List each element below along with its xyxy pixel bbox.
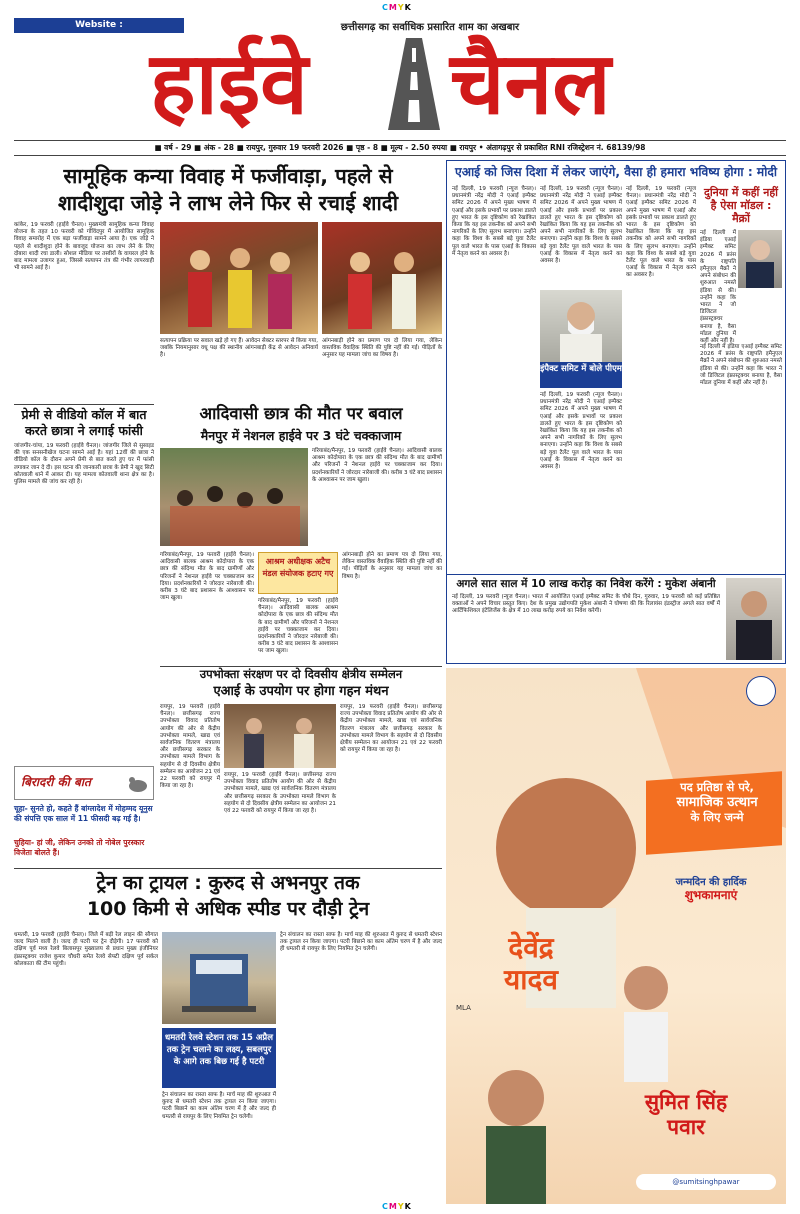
train-body-3: ट्रेन संचालन का रास्ता साफ है। मार्च माह की शुरुआत में कुरुद से धमतरी स्टेशन तक ट्रायल रन किया जाएगा। पटरी बिछाने का काम अंतिम चरण में है और जल्द ही धमतरी से रायपुर के लिए नियमित ट्रेन चलेगी। — [280, 932, 442, 953]
tribal-subhead: मैनपुर में नेशनल हाईवे पर 3 घंटे चक्काजाम — [200, 428, 402, 443]
divider — [14, 868, 442, 869]
train-headline-line1: ट्रेन का ट्रायल : कुरुद से अभनपुर तक — [96, 872, 360, 894]
biradari-banner — [14, 766, 154, 800]
story2-headline: प्रेमी से वीडियो कॉल में बात करते छात्रा ने लगाई फांसी — [21, 407, 147, 438]
train-photo — [162, 932, 276, 1024]
ambani-photo — [726, 578, 782, 660]
biradari-line2: चुहिया- हां जी, लेकिन उनको तो नोबेल पुरस्कार विजेता बोलते हैं। — [14, 838, 145, 857]
issue-info-bar: ■ वर्ष - 29 ■ अंक - 28 ■ रायपुर, गुरुवार 19 फरवरी 2026 ■ पृष्ठ - 8 ■ मूल्य - 2.50 रुपया ■ रायपुर • अंतागढ़पुर से प्रकाशित RNI रजिस्ट्रेशन नं. 68139/98 — [14, 140, 786, 156]
consumer-body: रायपुर, 19 फरवरी (हाईवे चैनल)। छत्तीसगढ़ राज्य उपभोक्ता विवाद प्रतितोष आयोग की ओर से केंद्रीय उपभोक्ता मामले, खाद्य एवं सार्वजनिक वितरण मंत्रालय और छत्तीसगढ़ सरकार के उपभोक्ता मामले विभाग के सहयोग से दो दिवसीय क्षेत्रीय सम्मेलन का आयोजन 21 एवं 22 फरवरी को रायपुर में किया जा रहा है। — [160, 704, 220, 790]
newspaper-tagline: छत्तीसगढ़ का सर्वाधिक प्रसारित शाम का अखबार — [340, 22, 520, 33]
modi-body-col3: नई दिल्ली, 19 फरवरी (न्यूज चैनल)। प्रधानमंत्री नरेंद्र मोदी ने एआई इम्पैक्ट समिट 2026 में अपने मुख्य भाषण में एआई और इसके प्रभावों पर प्रकाश डालते हुए भारत के इस दृष्टिकोण को रेखांकित किया कि यह इस तकनीक को अपने सभी नागरिकों के लिए सुलभ बनाएगा। उन्होंने कहा कि विश्व के सबसे बड़े युवा टैलेंट पूल वाले भारत के पास एआई के विकास में नेतृत्व करने का अवसर है। — [626, 186, 696, 279]
ad-name-line2: यादव — [504, 963, 558, 996]
modi-photo — [540, 290, 622, 362]
birthday-ad — [446, 668, 786, 1204]
ad-greeting-line2: शुभकामनाएं — [684, 888, 738, 902]
ad-tagline-line3: के लिए जन्मे — [690, 810, 744, 824]
macron-body: नई दिल्ली में इंडिया एआई इम्पैक्ट समिट 2026 में फ्रांस के राष्ट्रपति इमैनुएल मैक्रों ने अपने संबोधन की शुरुआत नमस्ते इंडिया से की। उन्होंने कहा कि भारत ने जो डिजिटल इंफ्रास्ट्रक्चर बनाया है, वैसा मॉडल दुनिया में कहीं और नहीं है। — [700, 230, 736, 345]
modi-photo-caption: इंपैक्ट समिट में बोले पीएम — [540, 362, 622, 388]
story1-wedding-photo-left — [160, 222, 318, 334]
tribal-body-right: गरियाबंद/मैनपुर, 19 फरवरी (हाईवे चैनल)। आदिवासी बालक आश्रम कोदोपारा के एक छात्र की संदिग्ध मौत के बाद ग्रामीणों और परिजनों ने नेशनल हाईवे पर चक्काजाम कर दिया। प्रदर्शनकारियों ने जोरदार नारेबाजी की। करीब 3 घंटे बाद प्रशासन के आश्वासन पर जाम खुला। — [312, 448, 442, 483]
modi-headline: एआई को जिस दिशा में लेकर जाएंगे, वैसा ही हमारा भविष्य होगा : मोदी — [454, 165, 778, 179]
biradari-title: बिरादरी की बात — [21, 775, 91, 789]
story1-body-3: आंगनबाड़ी होने का प्रमाण पत्र दो लिया गया, लेकिन वास्तविक वैवाहिक स्थिति की पुष्टि नहीं की गई। पीड़ितों के अनुसार यह मामला जांच का विषय है। — [322, 338, 442, 359]
road-logo-icon — [388, 38, 440, 130]
story1-headline-line2: शादीशुदा जोड़े ने लाभ लेने फिर से रचाई शादी — [57, 191, 398, 215]
consumer-body-2: रायपुर, 19 फरवरी (हाईवे चैनल)। छत्तीसगढ़ राज्य उपभोक्ता विवाद प्रतितोष आयोग की ओर से केंद्रीय उपभोक्ता मामले, खाद्य एवं सार्वजनिक वितरण मंत्रालय और छत्तीसगढ़ सरकार के उपभोक्ता मामले विभाग के सहयोग से दो दिवसीय क्षेत्रीय सम्मेलन का आयोजन 21 एवं 22 फरवरी को रायपुर में किया जा रहा है। — [224, 772, 336, 815]
story1-body-2: सत्यापन प्रक्रिया पर सवाल खड़े हो गए हैं। आवेदन सेक्टर स्तरपर से किया गया, जबकि नियमानुसार वधू पक्ष की स्थानीय आंगनबाड़ी केंद्र से आवेदन अनिवार्य है। — [160, 338, 318, 359]
ad-greeting — [646, 876, 776, 902]
ad-name — [456, 932, 606, 996]
divider — [14, 404, 154, 405]
ad-tagline-line1: पद प्रतिष्ठा से परे, — [680, 780, 754, 794]
macron-side-title: दुनिया में कहीं नहीं है ऐसा मॉडल : मैक्रों — [703, 186, 779, 225]
tribal-callout: आश्रम अधीक्षक अटैच मंडल संयोजक हटाए गए — [258, 552, 338, 594]
ad-sender-line1: सुमित सिंह — [644, 1090, 728, 1114]
macron-body-2: नई दिल्ली में इंडिया एआई इम्पैक्ट समिट 2026 में फ्रांस के राष्ट्रपति इमैनुएल मैक्रों ने अपने संबोधन की शुरुआत नमस्ते इंडिया से की। उन्होंने कहा कि भारत ने जो डिजिटल इंफ्रास्ट्रक्चर बनाया है, वैसा मॉडल दुनिया में कहीं और नहीं है। — [700, 344, 783, 387]
modi-body-col2: नई दिल्ली, 19 फरवरी (न्यूज चैनल)। प्रधानमंत्री नरेंद्र मोदी ने एआई इम्पैक्ट समिट 2026 में अपने मुख्य भाषण में एआई और इसके प्रभावों पर प्रकाश डालते हुए भारत के इस दृष्टिकोण को रेखांकित किया कि यह इस तकनीक को अपने सभी नागरिकों के लिए सुलभ बनाएगा। उन्होंने कहा कि विश्व के सबसे बड़े युवा टैलेंट पूल वाले भारत के पास एआई के विकास में नेतृत्व करने का अवसर है। — [540, 186, 622, 265]
website-banner[interactable]: Website : www.highwaychannel.in — [14, 18, 184, 33]
tribal-body-2: गरियाबंद/मैनपुर, 19 फरवरी (हाईवे चैनल)। आदिवासी बालक आश्रम कोदोपारा के एक छात्र की संदिग्ध मौत के बाद ग्रामीणों और परिजनों ने नेशनल हाईवे पर चक्काजाम कर दिया। प्रदर्शनकारियों ने जोरदार नारेबाजी की। करीब 3 घंटे बाद प्रशासन के आश्वासन पर जाम खुला। — [258, 598, 338, 655]
ad-name-line1: देवेंद्र — [508, 931, 554, 964]
macron-photo — [738, 230, 782, 288]
modi-body-col2b: नई दिल्ली, 19 फरवरी (न्यूज चैनल)। प्रधानमंत्री नरेंद्र मोदी ने एआई इम्पैक्ट समिट 2026 में अपने मुख्य भाषण में एआई और इसके प्रभावों पर प्रकाश डालते हुए भारत के इस दृष्टिकोण को रेखांकित किया कि यह इस तकनीक को अपने सभी नागरिकों के लिए सुलभ बनाएगा। उन्होंने कहा कि विश्व के सबसे बड़े युवा टैलेंट पूल वाले भारत के पास एआई के विकास में नेतृत्व करने का अवसर है। — [540, 392, 622, 471]
train-body: धमतरी, 19 फरवरी (हाईवे चैनल)। जिले में बड़ी रेल लाइन की सौगात जल्द मिलने वाली है। जल्द ही पटरी पर ट्रेन दौड़ेगी। 17 फरवरी को दक्षिण पूर्व मध्य रेलवे बिलासपुर मुख्यालय से प्रधान मुख्य इंजीनियर इंफ्रास्ट्रक्चर राजेश कुमार चौधरी समेत रेलवे सेफ्टी दक्षिण पूर्व सर्कल कोलकाता की टीम पहुंची। — [14, 932, 158, 967]
consumer-body-3: रायपुर, 19 फरवरी (हाईवे चैनल)। छत्तीसगढ़ राज्य उपभोक्ता विवाद प्रतितोष आयोग की ओर से केंद्रीय उपभोक्ता मामले, खाद्य एवं सार्वजनिक वितरण मंत्रालय और छत्तीसगढ़ सरकार के उपभोक्ता मामले विभाग के सहयोग से दो दिवसीय क्षेत्रीय सम्मेलन का आयोजन 21 एवं 22 फरवरी को रायपुर में किया जा रहा है। — [340, 704, 442, 754]
story1-wedding-photo-right — [322, 222, 442, 334]
train-callout: धमतरी रेलवे स्टेशन तक 15 अप्रैल तक ट्रेन चलाने का लक्ष्य, सबलपुर के आगे तक बिछ गई है पटरी — [162, 1028, 276, 1088]
ad-mla-tag: MLA — [456, 1004, 471, 1012]
consumer-photo — [224, 704, 336, 768]
ad-sender-line2: पवार — [667, 1115, 705, 1139]
story1-body: कांकेर, 19 फरवरी (हाईवे चैनल)। मुख्यमंत्री सामूहिक कन्या विवाह योजना के तहत 10 फरवरी को गोविंदपुर में आयोजित सामूहिक विवाह समारोह में एक बड़ा फर्जीवाड़ा सामने आया है। एक जोड़े ने पहले से शादीशुदा होने के बावजूद योजना का लाभ लेने के लिए दोबारा शादी रचा डाली। सोशल मीडिया पर तस्वीरों के वायरल होने के बाद मामला उजागर हुआ, जिससे सत्यापन तंत्र की गंभीर लापरवाही भी सामने आई है। — [14, 222, 154, 272]
story2-body: जांजगीर-चांपा, 19 फरवरी (हाईवे चैनल)। जांजगीर जिले से सुसाइड की एक सनसनीखेज घटना सामने आई है। यहां 12वीं की छात्रा ने वीडियो कॉल के दौरान अपने प्रेमी से बात करते हुए घर में फांसी लगाकर जान दे दी। इस घटना की जानकारी छात्रा के प्रेमी ने खुद सिटी कोतवाली थाने में आकर दी। यह मामला कोतवाली थाना क्षेत्र का है। पुलिस मामले की जांच कर रही है। — [14, 443, 154, 486]
ad-sender — [596, 1090, 776, 1140]
cmyk-mark-top: CMYK — [382, 3, 412, 12]
biradari-line1: चूहा- सुनते हो, कहते हैं बांग्लादेश में मोहम्मद यूनुस की संपत्ति एक साल में 11 फीसदी बढ़ गई है। — [14, 804, 153, 823]
consumer-headline-line2: एआई के उपयोग पर होगा गहन मंथन — [213, 684, 389, 699]
tribal-protest-photo — [160, 448, 308, 546]
party-logo-icon — [746, 676, 776, 706]
consumer-headline-line1: उपभोक्ता संरक्षण पर दो दिवसीय क्षेत्रीय सम्मेलन — [199, 667, 403, 681]
train-headline-line2: 100 किमी से अधिक स्पीड पर दौड़ी ट्रेन — [86, 898, 370, 920]
ambani-headline: अगले सात साल में 10 लाख करोड़ का निवेश करेंगे : मुकेश अंबानी — [456, 578, 716, 590]
tribal-headline: आदिवासी छात्र की मौत पर बवाल — [199, 404, 403, 423]
masthead-left-word: हाईवे — [150, 34, 308, 134]
ad-greeting-line1: जन्मदिन की हार्दिक — [675, 877, 747, 888]
masthead-right-word: चैनल — [450, 34, 611, 134]
ad-tagline-line2: सामाजिक उत्थान — [676, 795, 758, 810]
cmyk-mark-bottom: CMYK — [382, 1202, 412, 1211]
modi-body: नई दिल्ली, 19 फरवरी (न्यूज चैनल)। प्रधानमंत्री नरेंद्र मोदी ने एआई इम्पैक्ट समिट 2026 में अपने मुख्य भाषण में एआई और इसके प्रभावों पर प्रकाश डालते हुए भारत के इस दृष्टिकोण को रेखांकित किया कि यह इस तकनीक को अपने सभी नागरिकों के लिए सुलभ बनाएगा। उन्होंने कहा कि विश्व के सबसे बड़े युवा टैलेंट पूल वाले भारत के पास एआई के विकास में नेतृत्व करने का अवसर है। — [452, 186, 536, 257]
tribal-body: गरियाबंद/मैनपुर, 19 फरवरी (हाईवे चैनल)। आदिवासी बालक आश्रम कोदोपारा के एक छात्र की संदिग्ध मौत के बाद ग्रामीणों और परिजनों ने नेशनल हाईवे पर चक्काजाम कर दिया। प्रदर्शनकारियों ने जोरदार नारेबाजी की। करीब 3 घंटे बाद प्रशासन के आश्वासन पर जाम खुला। — [160, 552, 254, 602]
ad-social-handle[interactable]: @sumitsinghpawar — [636, 1174, 776, 1190]
tribal-body-3: आंगनबाड़ी होने का प्रमाण पत्र दो लिया गया, लेकिन वास्तविक वैवाहिक स्थिति की पुष्टि नहीं की गई। पीड़ितों के अनुसार यह मामला जांच का विषय है। — [342, 552, 442, 580]
story1-headline-line1: सामूहिक कन्या विवाह में फर्जीवाड़ा, पहले से — [63, 164, 393, 188]
mouse-icon — [127, 775, 149, 793]
ambani-body: नई दिल्ली, 19 फरवरी (न्यूज चैनल)। भारत में आयोजित एआई इम्पैक्ट समिट के चौथे दिन, गुरुवार, 19 फरवरी को कई प्रतिष्ठित वक्ताओं ने अपने विचार प्रस्तुत किए। देश के प्रमुख उद्योगपति मुकेश अंबानी ने घोषणा की कि रिलायंस इंडस्ट्रीज अगले सात वर्षों में आर्टिफिशियल इंटेलिजेंस के क्षेत्र में 10 लाख करोड़ रुपये का निवेश करेगी। — [452, 594, 720, 615]
train-body-2: ट्रेन संचालन का रास्ता साफ है। मार्च माह की शुरुआत में कुरुद से धमतरी स्टेशन तक ट्रायल रन किया जाएगा। पटरी बिछाने का काम अंतिम चरण में है और जल्द ही धमतरी से रायपुर के लिए नियमित ट्रेन चलेगी। — [162, 1092, 276, 1120]
ad-tagline — [652, 780, 782, 825]
